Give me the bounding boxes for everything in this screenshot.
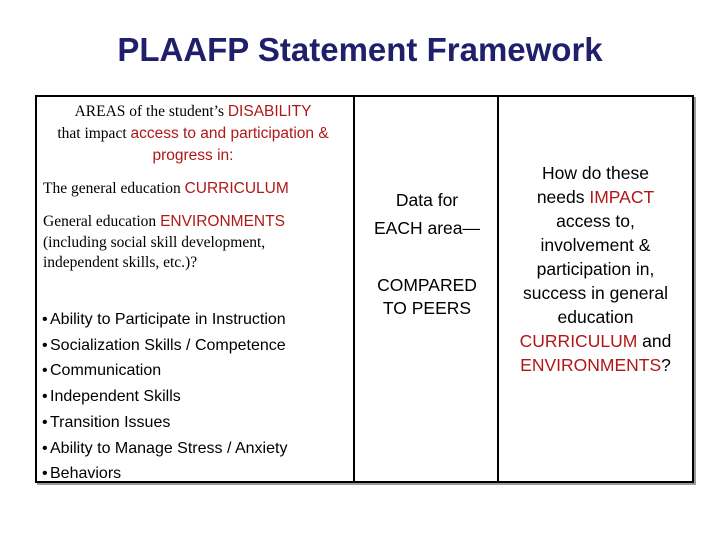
impact-line: needs <box>536 187 590 207</box>
impact-line: involvement & <box>540 235 651 255</box>
impact-question <box>499 161 692 377</box>
impact-line: access to, <box>556 211 635 231</box>
areas-bullet-list <box>42 307 352 487</box>
compared-line-1: COMPARED <box>377 275 477 295</box>
areas-column <box>37 97 355 481</box>
curriculum-term: CURRICULUM <box>519 331 638 351</box>
impact-line: How do these <box>541 163 649 183</box>
areas-heading-mid: that impact <box>57 125 131 142</box>
page-title: PLAAFP Statement Framework <box>117 31 603 68</box>
framework-table <box>35 95 694 483</box>
areas-heading-prefix: AREAS of the student’s <box>74 103 228 120</box>
data-line-2: EACH area— <box>373 218 480 238</box>
disability-term: DISABILITY <box>227 103 312 120</box>
environments-term: ENVIRONMENTS <box>160 213 285 230</box>
curriculum-prefix: The general education <box>43 180 185 197</box>
list-item: • Ability to Participate in Instruction <box>42 311 286 328</box>
curriculum-term: CURRICULUM <box>184 180 289 197</box>
environments-note: (including social skill development, independent skills, etc.)? <box>43 234 266 271</box>
areas-heading <box>43 101 343 167</box>
impact-line: success in general <box>523 283 668 303</box>
environments-prefix: General education <box>43 213 161 230</box>
list-item: • Ability to Manage Stress / Anxiety <box>42 439 288 457</box>
list-item: • Independent Skills <box>42 388 181 406</box>
environments-line <box>43 212 353 232</box>
impact-line: education <box>557 307 634 327</box>
list-item: • Communication <box>42 362 162 380</box>
access-participation-term: access to and participation & progress in: <box>130 125 329 164</box>
data-line-1: Data for <box>395 190 459 210</box>
compared-line-2: TO PEERS <box>382 298 472 318</box>
list-item: • Behaviors <box>42 465 122 483</box>
impact-line: participation in, <box>536 259 655 279</box>
list-item: • Socialization Skills / Competence <box>42 336 286 354</box>
impact-column <box>499 97 692 481</box>
impact-term: IMPACT <box>589 187 655 207</box>
data-heading <box>355 186 499 242</box>
impact-line: and <box>637 331 672 351</box>
compared-to-peers <box>355 274 499 320</box>
impact-line: ? <box>661 355 671 375</box>
data-column <box>355 97 499 481</box>
curriculum-line <box>43 179 353 199</box>
environments-term: ENVIRONMENTS <box>520 355 662 375</box>
list-item: • Transition Issues <box>42 413 171 431</box>
